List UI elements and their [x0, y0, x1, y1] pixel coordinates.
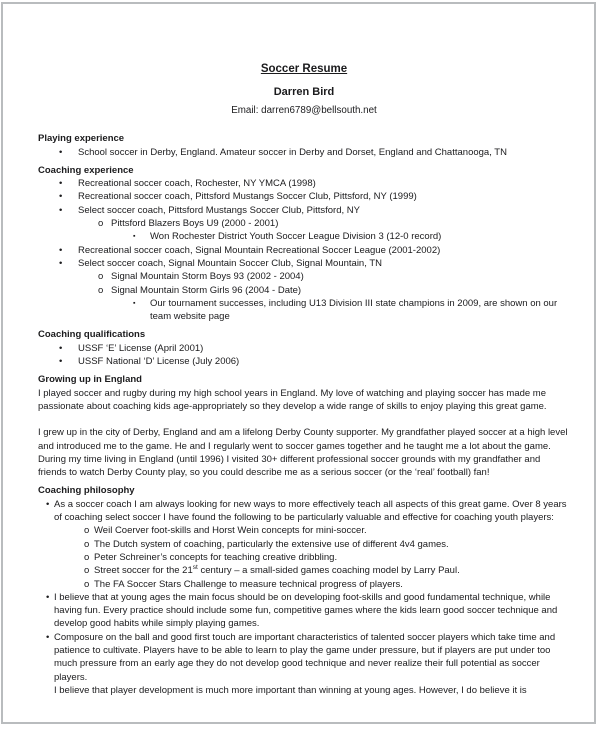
bullet-item [84, 578, 570, 591]
bullet-text: USSF National ‘D’ License (July 2006) [78, 356, 240, 368]
bullet-text: Our tournament successes, including U13 Division III state champions in 2009, are shown on our team website page [150, 297, 558, 323]
doc-title: Soccer Resume [260, 63, 348, 75]
bullet-text-post: century – a small-sided games coaching model by Larry Paul. [197, 565, 460, 577]
bullet-text: Select soccer coach, Pittsford Mustangs Soccer Club, Pittsford, NY [78, 204, 360, 216]
bullet-item [84, 551, 570, 564]
bullet-text: Composure on the ball and good first touch are important characteristics of talented soccer players which take time and patience to cultivate. Players have to be able to learn to play the game under pressure, but if players are put under too much pressure from an early age they do not develop good technique and never realize their full potential as soccer players. [54, 631, 556, 683]
bullet-item [46, 498, 570, 525]
bullet-item [46, 631, 570, 684]
bullet-text: Peter Schreiner’s concepts for teaching creative dribbling. [94, 551, 338, 563]
section-heading: Growing up in England [38, 374, 142, 386]
bullet-marker-icon: • [46, 631, 50, 643]
bullet-marker-icon: o [98, 284, 104, 296]
resume-page [1, 2, 596, 724]
bullet-marker-icon: o [84, 538, 90, 550]
bullet-text: Signal Mountain Storm Boys 93 (2002 - 2004) [111, 271, 304, 283]
bullet-item [56, 204, 570, 217]
section [38, 132, 570, 159]
clipped-bullet-item [46, 684, 570, 696]
paragraph: I grew up in the city of Derby, England and am a lifelong Derby County supporter. My grandfather played soccer at a high level and introduced me to the game. He and I regularly went to soccer games together and he taught me a lot about the game. During my time living in England (until 1996) I visited 30+ different professional soccer grounds with my grandfather and friends to watch Derby County play, so you could describe me as a serious soccer (or the ‘real’ football) fan! [38, 427, 568, 479]
bullet-item [84, 524, 570, 537]
bullet-marker-icon: • [59, 342, 63, 354]
bullet-marker-icon: o [84, 565, 90, 577]
bullet-text-pre: Street soccer for the 21 [94, 565, 193, 577]
bullet-item [98, 284, 570, 297]
bullet-marker-icon: o [84, 578, 90, 590]
resume-content [3, 4, 570, 696]
bullet-item [133, 230, 570, 243]
bullet-text: Weil Coerver foot-skills and Horst Wein concepts for mini-soccer. [94, 525, 367, 537]
bullet-text: USSF ‘E’ License (April 2001) [78, 342, 204, 354]
bullet-item [84, 564, 570, 577]
bullet-text: Signal Mountain Storm Girls 96 (2004 - Date) [111, 284, 302, 296]
bullet-item [133, 297, 570, 324]
bullet-marker-icon: o [98, 218, 104, 230]
bullet-text: Recreational soccer coach, Rochester, NY YMCA (1998) [78, 178, 316, 190]
section [38, 328, 570, 368]
bullet-text: The Dutch system of coaching, particularly the extensive use of different 4v4 games. [94, 538, 449, 550]
section-heading: Coaching experience [38, 164, 134, 176]
bullet-text: School soccer in Derby, England. Amateur soccer in Derby and Dorset, England and Chattanooga, TN [78, 146, 507, 158]
bullet-text: Won Rochester District Youth Soccer League Division 3 (12-0 record) [150, 231, 442, 243]
bullet-item [56, 355, 570, 368]
section [38, 484, 570, 696]
bullet-item [46, 591, 570, 631]
bullet-marker-icon [46, 684, 54, 690]
section-heading: Playing experience [38, 133, 125, 145]
bullet-marker-icon: • [59, 257, 63, 269]
bullet-text: The FA Soccer Stars Challenge to measure technical progress of players. [94, 578, 403, 590]
bullet-item [84, 538, 570, 551]
bullet-marker-icon: ▪ [133, 299, 136, 307]
candidate-name: Darren Bird [273, 86, 335, 99]
bullet-text: Recreational soccer coach, Pittsford Mustangs Soccer Club, Pittsford, NY (1999) [78, 191, 417, 203]
bullet-marker-icon: • [59, 191, 63, 203]
section-heading: Coaching philosophy [38, 485, 135, 497]
bullet-marker-icon: o [98, 271, 104, 283]
bullet-text: Select soccer coach, Signal Mountain Soccer Club, Signal Mountain, TN [78, 257, 382, 269]
doc-header [38, 62, 570, 117]
bullet-text-superscript: st [192, 564, 198, 572]
section-heading: Coaching qualifications [38, 329, 146, 341]
bullet-marker-icon: • [59, 178, 63, 190]
bullet-marker-icon: o [84, 551, 90, 563]
bullet-text [94, 564, 570, 577]
bullet-marker-icon: • [59, 356, 63, 368]
bullet-marker-icon: o [84, 525, 90, 537]
bullet-marker-icon: • [59, 146, 63, 158]
section [38, 373, 570, 479]
bullet-item [56, 342, 570, 355]
bullet-text: Pittsford Blazers Boys U9 (2000 - 2001) [111, 218, 279, 230]
bullet-marker-icon: • [59, 244, 63, 256]
bullet-item [56, 244, 570, 257]
bullet-marker-icon: • [59, 204, 63, 216]
bullet-text: Recreational soccer coach, Signal Mountain Recreational Soccer League (2001-2002) [78, 244, 441, 256]
section [38, 164, 570, 324]
bullet-item [98, 217, 570, 230]
paragraph: I played soccer and rugby during my high school years in England. My love of watching and playing soccer has made me passionate about coaching kids age-appropriately so they develop a wide range of skills to enjoy playing this great game. [38, 387, 547, 412]
bullet-item [56, 190, 570, 203]
bullet-text: I believe that player development is much more important than winning at young ages. However, I do believe it is [54, 684, 527, 696]
bullet-item [56, 177, 570, 190]
bullet-item [56, 257, 570, 270]
bullet-marker-icon: • [46, 498, 50, 510]
bullet-item [56, 146, 570, 159]
bullet-marker-icon: • [46, 591, 50, 603]
bullet-text: As a soccer coach I am always looking for new ways to more effectively teach all aspects of this great game. Over 8 years of coaching select soccer I have found the following to be particularly valuable and effective for coaching youth players: [54, 498, 567, 524]
bullet-marker-icon: ▪ [133, 233, 136, 241]
resume-body [38, 132, 570, 696]
bullet-text: I believe that at young ages the main focus should be on developing foot-skills and good fundamental technique, while having fun. Every practice should include some fun, competitive games where the kids learn good soccer technique and develop good habits while simply playing games. [54, 591, 558, 630]
bullet-item [98, 270, 570, 283]
candidate-email: Email: darren6789@bellsouth.net [231, 105, 377, 117]
